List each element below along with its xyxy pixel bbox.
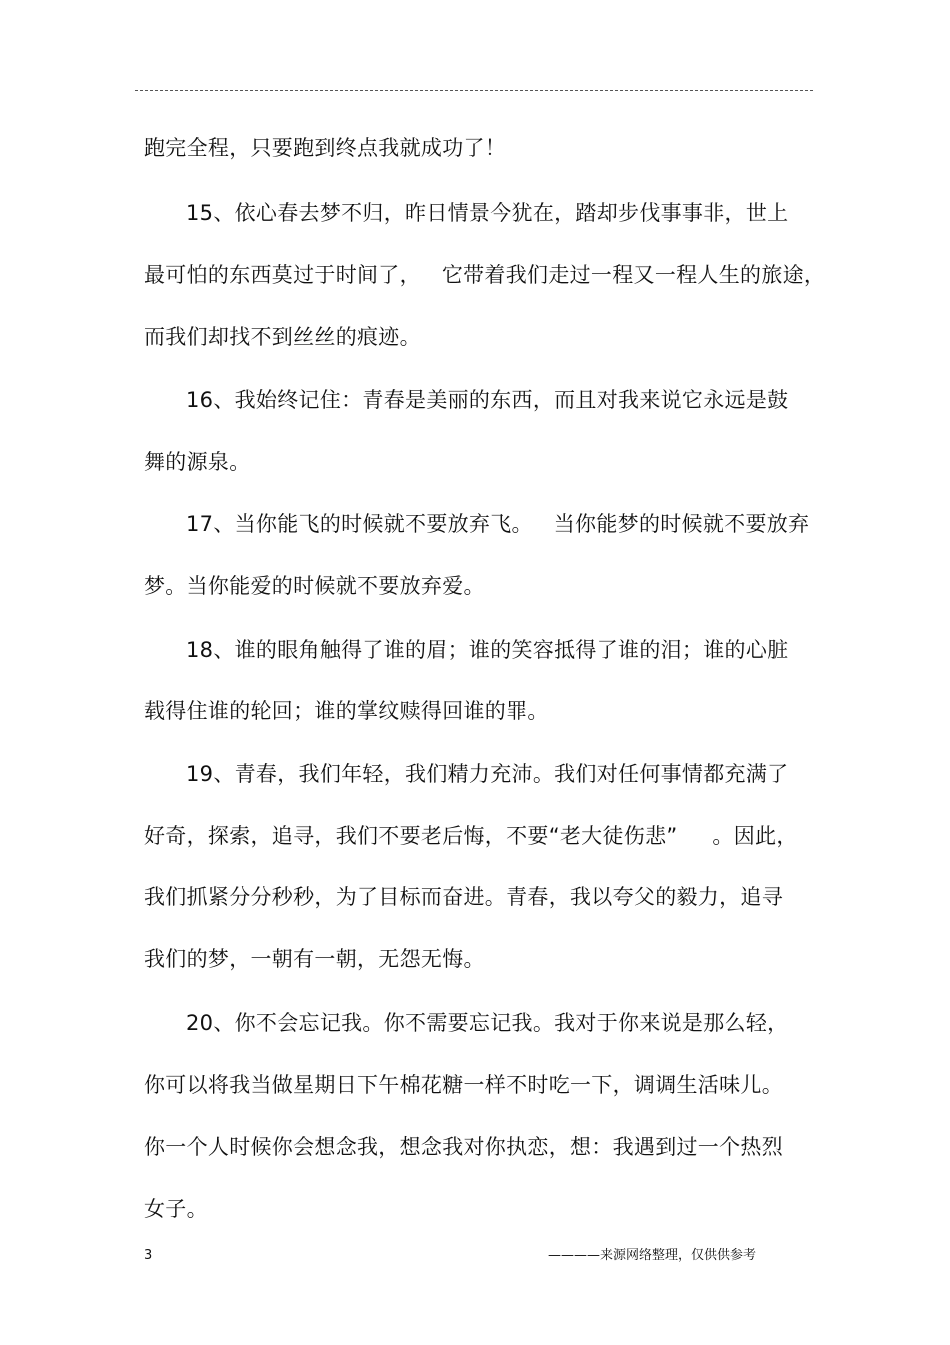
text-line: 舞的源泉。	[144, 450, 251, 474]
text-line: 19、青春，我们年轻，我们精力充沛。我们对任何事情都充满了	[186, 762, 789, 786]
text-line: 16、我始终记住：青春是美丽的东西，而且对我来说它永远是鼓	[186, 388, 789, 412]
text-line: 15、依心春去梦不归，昨日情景今犹在，踏却步伐事事非，世上	[186, 201, 789, 225]
text-line: 20、你不会忘记我。你不需要忘记我。我对于你来说是那么轻，	[186, 1011, 789, 1035]
page-number: 3	[144, 1248, 153, 1263]
text-line: 17、当你能飞的时候就不要放弃飞。 当你能梦的时候就不要放弃	[186, 512, 810, 536]
text-line: 跑完全程，只要跑到终点我就成功了！	[144, 136, 507, 160]
text-line: 而我们却找不到丝丝的痕迹。	[144, 325, 421, 349]
text-line: 最可怕的东西莫过于时间了， 它带着我们走过一程又一程人生的旅途，	[144, 263, 826, 287]
source-note: ————来源网络整理，仅供供参考	[548, 1248, 757, 1263]
text-line: 好奇，探索，追寻，我们不要老后悔，不要“老大徒伤悲” 。因此，	[144, 824, 798, 848]
text-line: 你一个人时候你会想念我，想念我对你执恋，想：我遇到过一个热烈	[144, 1135, 783, 1159]
header-rule	[135, 90, 813, 91]
text-line: 我们的梦，一朝有一朝，无怨无悔。	[144, 947, 485, 971]
text-line: 载得住谁的轮回；谁的掌纹赎得回谁的罪。	[144, 699, 549, 723]
text-line: 女子。	[144, 1197, 208, 1221]
text-line: 18、谁的眼角触得了谁的眉；谁的笑容抵得了谁的泪；谁的心脏	[186, 638, 789, 662]
text-line: 你可以将我当做星期日下午棉花糖一样不时吃一下，调调生活味儿。	[144, 1073, 783, 1097]
text-line: 我们抓紧分分秒秒，为了目标而奋进。青春，我以夸父的毅力，追寻	[144, 885, 783, 909]
text-line: 梦。当你能爱的时候就不要放弃爱。	[144, 574, 485, 598]
